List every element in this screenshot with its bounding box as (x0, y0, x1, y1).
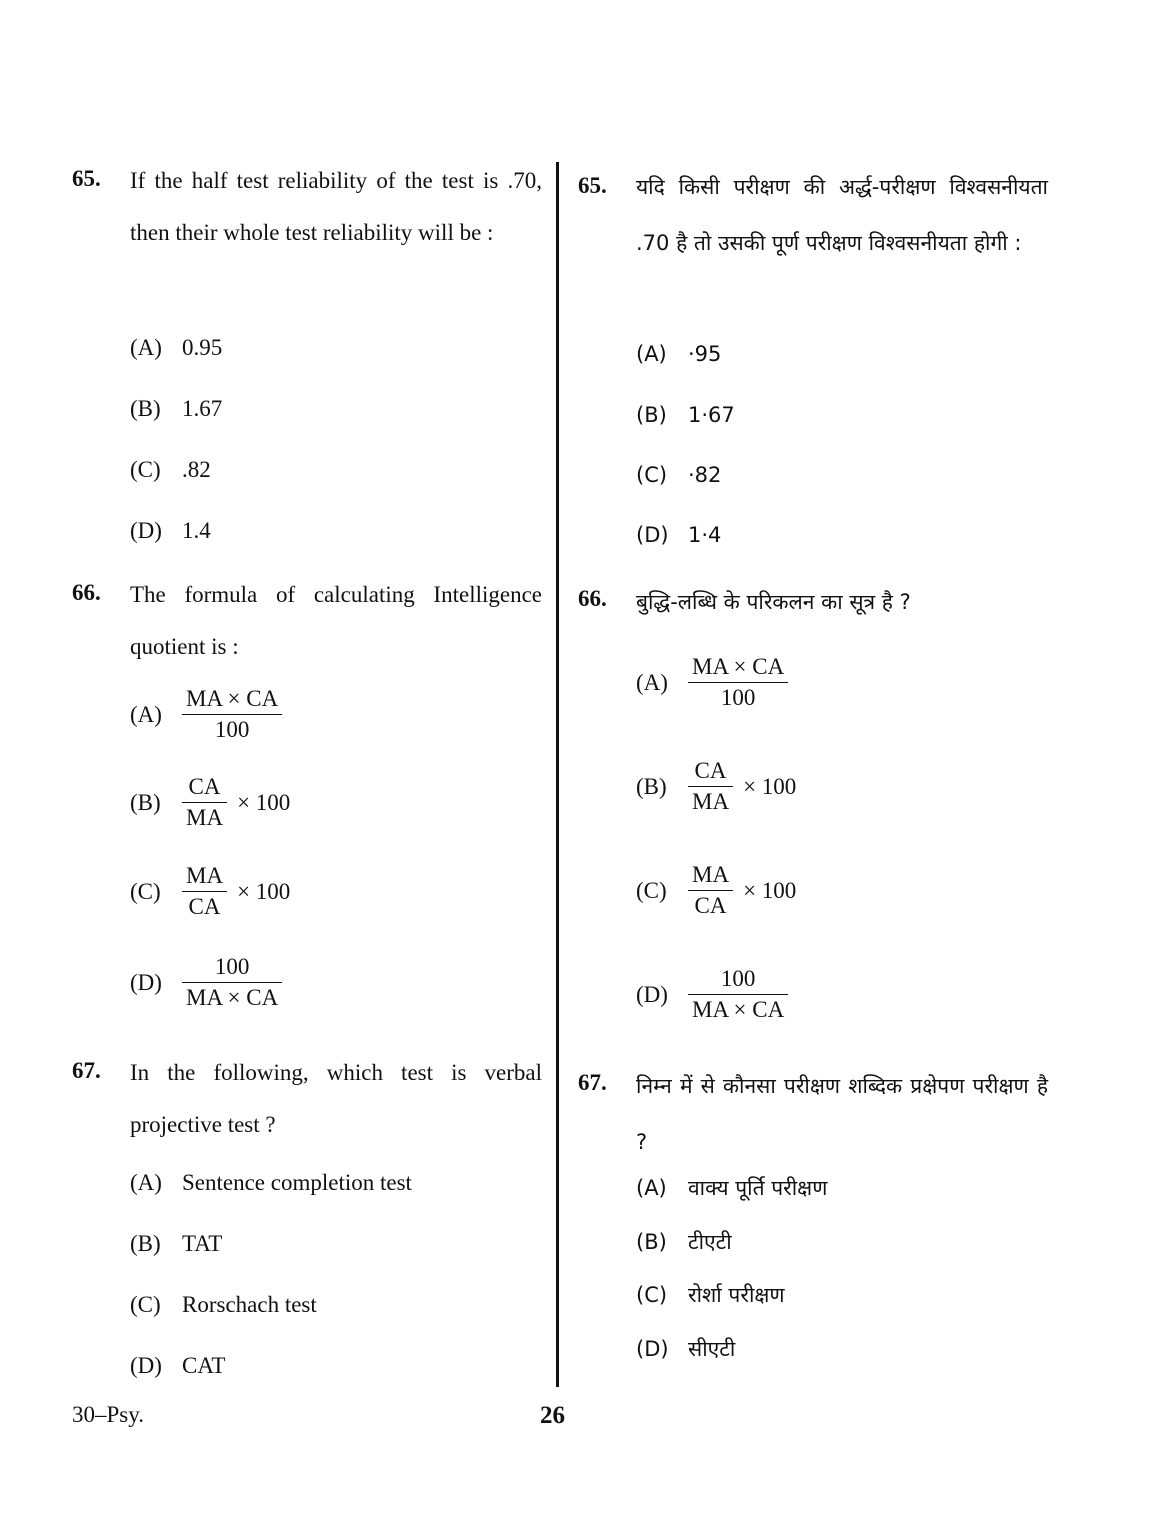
fraction: $\frac{MA \times CA}{100}$ (182, 686, 282, 743)
question-text: In the following, which test is verbal projective test ? (130, 1060, 542, 1137)
option-a[interactable]: (A) $\frac{MA \times CA}{100}$ (130, 686, 282, 743)
option-a[interactable]: (A) $\frac{MA \times CA}{100}$ (636, 654, 788, 711)
question-text: निम्न में से कौनसा परीक्षण शब्दिक प्रक्षेपण परीक्षण है ? (636, 1074, 1048, 1154)
option-a[interactable]: (A) वाक्य पूर्ति परीक्षण (636, 1176, 828, 1200)
option-c[interactable]: (C) रोर्शा परीक्षण (636, 1283, 785, 1307)
option-d[interactable]: (D) $\frac{100}{MA \times CA}$ (130, 954, 282, 1011)
option-c[interactable]: (C) Rorschach test (130, 1292, 317, 1317)
option-a[interactable]: (A) ·95 (636, 342, 722, 366)
question-text: The formula of calculating Intelligence quotient is : (130, 582, 542, 659)
fraction: $\frac{100}{MA \times CA}$ (688, 966, 788, 1023)
fraction: $\frac{100}{MA \times CA}$ (182, 954, 282, 1011)
fraction: $\frac{CA}{MA}$ (182, 774, 227, 831)
fraction: $\frac{CA}{MA}$ (688, 758, 733, 815)
option-c[interactable]: (C) $\frac{MA}{CA}$ × 100 (130, 863, 291, 919)
option-c[interactable]: (C) ·82 (636, 463, 722, 487)
question-text: यदि किसी परीक्षण की अर्द्ध-परीक्षण विश्वसनीयता .70 है तो उसकी पूर्ण परीक्षण विश्वसनीयता होगी : (636, 175, 1048, 255)
option-b[interactable]: (B) TAT (130, 1231, 223, 1256)
option-d[interactable]: (D) CAT (130, 1353, 226, 1378)
question-number: 66. (72, 580, 101, 605)
option-d[interactable]: (D) 1.4 (130, 518, 211, 543)
page-number: 26 (540, 1402, 565, 1429)
fraction: $\frac{MA}{CA}$ (182, 863, 227, 920)
option-b[interactable]: (B) टीएटी (636, 1230, 732, 1254)
fraction: $\frac{MA \times CA}{100}$ (688, 654, 788, 711)
option-d[interactable]: (D) 1·4 (636, 523, 722, 547)
question-number: 65. (72, 166, 101, 191)
option-c[interactable]: (C) .82 (130, 457, 211, 482)
column-divider (556, 162, 559, 1387)
question-text: बुद्धि-लब्धि के परिकलन का सूत्र है ? (636, 590, 911, 614)
option-b[interactable]: (B) $\frac{CA}{MA}$ × 100 (636, 758, 797, 814)
option-b[interactable]: (B) $\frac{CA}{MA}$ × 100 (130, 774, 291, 830)
question-number: 67. (578, 1070, 607, 1095)
option-b[interactable]: (B) 1.67 (130, 396, 223, 421)
paper-code: 30–Psy. (72, 1402, 144, 1427)
option-c[interactable]: (C) $\frac{MA}{CA}$ × 100 (636, 862, 797, 918)
option-d[interactable]: (D) सीएटी (636, 1337, 736, 1361)
option-a[interactable]: (A) 0.95 (130, 335, 223, 360)
question-text: If the half test reliability of the test is .70, then their whole test reliability will be : (130, 168, 542, 245)
option-a[interactable]: (A) Sentence completion test (130, 1170, 412, 1195)
option-b[interactable]: (B) 1·67 (636, 403, 735, 427)
question-number: 67. (72, 1058, 101, 1083)
fraction: $\frac{MA}{CA}$ (688, 862, 733, 919)
option-d[interactable]: (D) $\frac{100}{MA \times CA}$ (636, 966, 788, 1023)
question-number: 65. (578, 173, 607, 198)
question-number: 66. (578, 586, 607, 611)
